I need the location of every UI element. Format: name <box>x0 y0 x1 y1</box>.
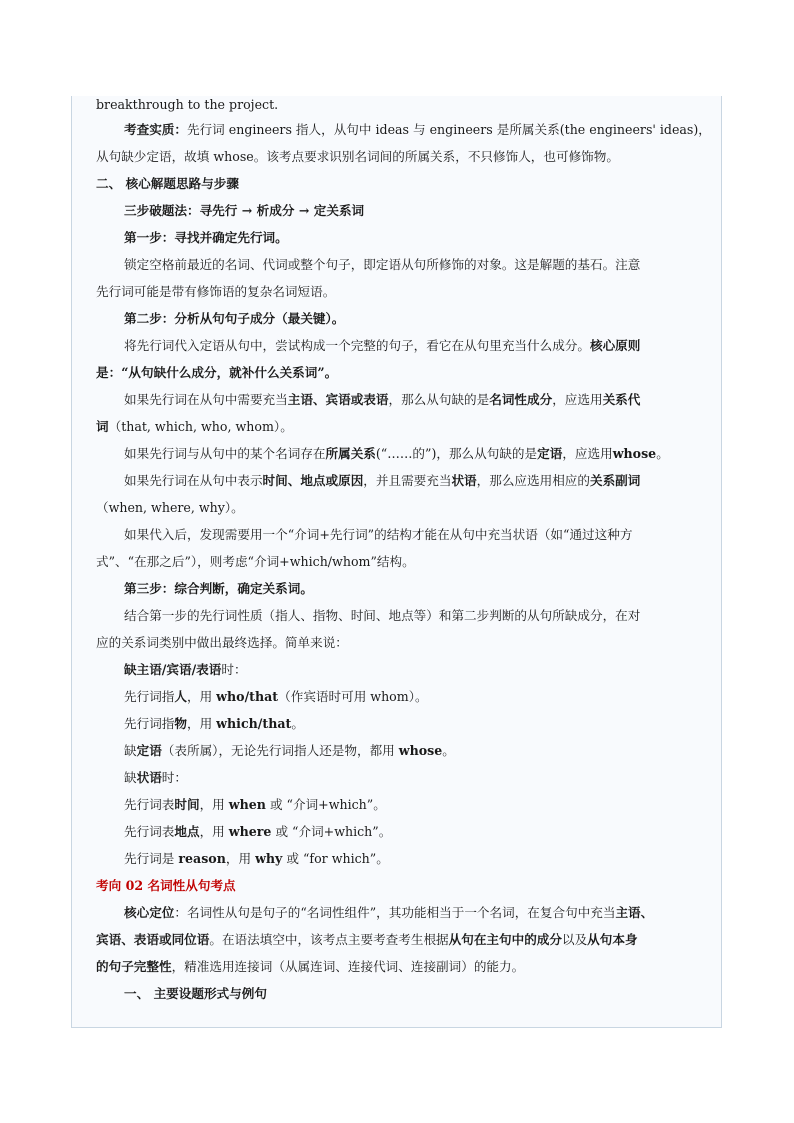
text-line: 词（that, which, who, whom）。 <box>96 419 293 434</box>
step-heading: 第二步：分析从句句子成分（最关键）。 <box>124 311 345 326</box>
text-line: 如果先行词与从句中的某个名词存在所属关系(“……的”)，那么从句缺的是定语，应选用whose。 <box>124 446 669 461</box>
text-line: 将先行词代入定语从句中，尝试构成一个完整的句子，看它在从句里充当什么成分。核心原则 <box>124 338 641 353</box>
text-line: 核心定位：名词性从句是句子的“名词性组件”，其功能相当于一个名词，在复合句中充当主语、 <box>124 905 654 920</box>
method-title: 三步破题法：寻先行 → 析成分 → 定关系词 <box>124 203 365 218</box>
step-heading: 第三步：综合判断，确定关系词。 <box>124 581 313 596</box>
rule-item: 先行词表时间，用 when 或 “介词+which”。 <box>124 797 386 812</box>
text-line: 如果先行词在从句中需要充当主语、宾语或表语，那么从句缺的是名词性成分，应选用关系代 <box>124 392 641 407</box>
text-line: 应的关系词类别中做出最终选择。简单来说： <box>96 635 348 650</box>
rule-item: 缺主语/宾语/表语时： <box>124 662 247 677</box>
text-line: 考查实质：先行词 engineers 指人，从句中 ideas 与 engineers 是所属关系(the engineers' ideas)， <box>124 122 711 137</box>
topic-heading: 考向 02 名词性从句考点 <box>96 878 236 893</box>
text-line: 锁定空格前最近的名词、代词或整个句子，即定语从句所修饰的对象。这是解题的基石。注意 <box>124 257 641 272</box>
section-heading: 一、 主要设题形式与例句 <box>124 986 267 1001</box>
rule-item: 缺定语（表所属），无论先行词指人还是物，都用 whose。 <box>124 743 455 758</box>
text-line: 先行词可能是带有修饰语的复杂名词短语。 <box>96 284 336 299</box>
text-line: 宾语、表语或同位语。在语法填空中，该考点主要考查考生根据从句在主句中的成分以及从句本身 <box>96 932 638 947</box>
text-line: （when, where, why）。 <box>96 500 244 515</box>
rule-item: 先行词表地点，用 where 或 “介词+which”。 <box>124 824 392 839</box>
text-line: breakthrough to the project. <box>96 97 279 112</box>
text-line: 的句子完整性，精准选用连接词（从属连词、连接代词、连接副词）的能力。 <box>96 959 525 974</box>
rule-item: 先行词指人，用 who/that（作宾语时可用 whom）。 <box>124 689 428 704</box>
text-line: 如果先行词在从句中表示时间、地点或原因，并且需要充当状语，那么应选用相应的关系副词 <box>124 473 641 488</box>
text-line: 从句缺少定语，故填 whose。该考点要求识别名词间的所属关系，不只修饰人，也可修饰物。 <box>96 149 619 164</box>
text-line: 如果代入后，发现需要用一个“介词+先行词”的结构才能在从句中充当状语（如“通过这种方 <box>124 527 633 542</box>
step-heading: 第一步：寻找并确定先行词。 <box>124 230 288 245</box>
text-line: 式”、“在那之后”），则考虑“介词+which/whom”结构。 <box>96 554 415 569</box>
rule-item: 先行词指物，用 which/that。 <box>124 716 304 731</box>
rule-item: 缺状语时： <box>124 770 187 785</box>
text-line: 结合第一步的先行词性质（指人、指物、时间、地点等）和第二步判断的从句所缺成分，在对 <box>124 608 641 623</box>
section-heading: 二、 核心解题思路与步骤 <box>96 176 239 191</box>
rule-item: 先行词是 reason，用 why 或 “for which”。 <box>124 851 389 866</box>
text-line: 是：“从句缺什么成分，就补什么关系词”。 <box>96 365 338 380</box>
